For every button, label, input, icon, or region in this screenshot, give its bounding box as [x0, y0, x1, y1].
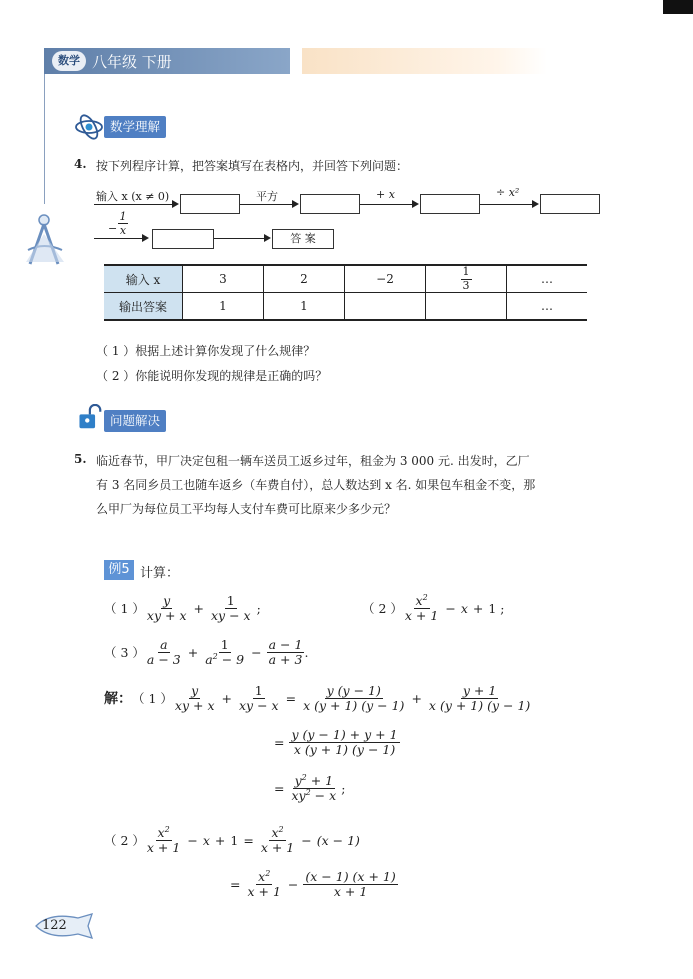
header-title: 八年级 下册	[92, 53, 172, 71]
solution-2-line-1: （ 2 ） $\frac{x^2}{x + 1}$ − x + 1 = $\frac{x^2}{x + 1}$ − (x − 1)	[104, 825, 360, 855]
flow-box-2	[300, 194, 360, 214]
unlock-icon	[74, 404, 104, 430]
solution-1-line-1: 解： （ 1 ） $\frac{y}{xy + x}$ + $\frac{1}{xy - x}$ = $\frac{y (y - 1)}{x (y + 1) (y - 1)}$ + $\frac{y + 1}{x (y + 1) (y - 1)}$	[104, 683, 531, 713]
problem-label: （ 3 ）	[104, 645, 145, 661]
q4-sub1: （ 1 ）根据上述计算你发现了什么规律？	[96, 344, 316, 358]
flow-arrowhead	[172, 200, 179, 208]
table-cell	[345, 293, 426, 321]
flow-answer-box: 答 案	[272, 229, 334, 249]
problem-label: （ 2 ）	[362, 601, 403, 617]
flow-box-5	[152, 229, 214, 249]
fraction-denominator: 3	[462, 278, 470, 292]
flow-step-square: 平方	[256, 190, 278, 203]
table-cell: 2	[264, 265, 345, 293]
problem-2: （ 2 ） $\frac{x^2}{x + 1}$ − x + 1 ;	[362, 593, 505, 623]
q5-line1: 临近春节，甲厂决定包租一辆车送员工返乡过年，租金为 3 000 元. 出发时，乙厂	[96, 454, 530, 468]
fraction: $\frac{y}{xy + x}$	[174, 683, 215, 713]
fraction: $\frac{x^2}{x + 1}$	[260, 825, 295, 855]
flow-box-3	[420, 194, 480, 214]
table-row	[104, 265, 587, 293]
flow-arrow	[360, 204, 412, 205]
problem-3: （ 3 ） $\frac{a}{a - 3}$ + $\frac{1}{a^2 - 9}$ − $\frac{a - 1}{a + 3}$ .	[104, 637, 309, 667]
q5-line3: 么甲厂为每位员工平均每人支付车费可比原来少多少元？	[96, 502, 397, 516]
q4-sub2: （ 2 ）你能说明你发现的规律是正确的吗？	[96, 369, 328, 383]
margin-line	[44, 74, 45, 204]
flow-arrowhead	[412, 200, 419, 208]
table-cell: …	[507, 265, 588, 293]
flow-step-den: x	[119, 224, 127, 237]
example-tag: 例5	[104, 560, 134, 580]
fraction: $\frac{y}{xy + x}$	[146, 593, 187, 623]
table-cell: 1	[183, 293, 264, 321]
fraction: $\frac{x^2}{x + 1}$	[146, 825, 181, 855]
fraction: $\frac{y (y - 1) + y + 1}{x (y + 1) (y - 1)}$	[291, 727, 398, 757]
fraction: $\frac{a - 1}{a + 3}$	[268, 637, 303, 667]
fraction: $\frac{y (y - 1)}{x (y + 1) (y - 1)}$	[303, 683, 405, 713]
flow-arrowhead	[532, 200, 539, 208]
table-cell: −2	[345, 265, 426, 293]
flow-arrow	[214, 238, 264, 239]
fraction-numerator: 1	[462, 265, 470, 279]
flow-step-num: 1	[119, 210, 127, 223]
table-cell-fraction	[426, 265, 507, 293]
running-header	[44, 48, 290, 74]
fraction: $\frac{(x - 1) (x + 1)}{x + 1}$	[305, 869, 396, 899]
flow-arrowhead	[292, 200, 299, 208]
solution-part-label: （ 1 ）	[132, 691, 173, 707]
solution-label: 解：	[104, 691, 132, 708]
section-tag-problem: 问题解决	[104, 410, 166, 432]
q5-line2: 有 3 名同乡员工也随车返乡（车费自付），总人数达到 x 名. 如果包车租金不变，那	[96, 478, 536, 492]
fraction: $\frac{x^2}{x + 1}$	[404, 593, 439, 623]
q5-number: 5.	[74, 452, 87, 466]
section-tag-understanding: 数学理解	[104, 116, 166, 138]
problem-1: （ 1 ） $\frac{y}{xy + x}$ + $\frac{1}{xy - x}$ ;	[104, 593, 261, 623]
header-decor-bar	[302, 48, 547, 74]
answer-table	[104, 264, 587, 321]
table-cell: 1	[264, 293, 345, 321]
q4-text: 按下列程序计算，把答案填写在表格内，并回答下列问题：	[96, 159, 409, 173]
table-cell: …	[507, 293, 588, 321]
fraction: $\frac{1}{xy - x}$	[210, 593, 251, 623]
q4-number: 4.	[74, 157, 87, 171]
flow-arrow	[240, 204, 292, 205]
fraction: $\frac{a}{a - 3}$	[146, 637, 181, 667]
fraction: $\frac{1}{a^2 - 9}$	[205, 637, 245, 667]
fraction: $\frac{1}{xy - x}$	[238, 683, 279, 713]
flow-step-plus-x: + x	[376, 188, 395, 201]
flow-arrow	[94, 204, 172, 205]
flow-arrowhead	[264, 234, 271, 242]
fraction: $\frac{x^2}{x + 1}$	[247, 869, 281, 899]
fraction: $\frac{y + 1}{x (y + 1) (y - 1)}$	[428, 683, 531, 713]
flow-step-divide: ÷ x²	[496, 186, 520, 199]
flow-box-1	[180, 194, 240, 214]
page-number: 122	[42, 918, 67, 933]
flow-arrow	[480, 204, 532, 205]
flow-arrowhead	[142, 234, 149, 242]
flow-arrow	[94, 238, 142, 239]
table-row	[104, 293, 587, 321]
solution-1-line-2: = $\frac{y (y - 1) + y + 1}{x (y + 1) (y - 1)}$	[274, 727, 398, 757]
solution-1-line-3: = $\frac{y^2 + 1}{xy^2 - x}$ ;	[274, 773, 346, 804]
table-cell	[426, 293, 507, 321]
example-intro: 计算：	[140, 566, 180, 581]
solution-2-line-2: = $\frac{x^2}{x + 1}$ − $\frac{(x - 1) (x + 1)}{x + 1}$	[230, 869, 396, 899]
flow-input-label: 输入 x (x ≠ 0)	[96, 190, 170, 203]
table-head-input: 输入 x	[104, 265, 183, 293]
compass-icon	[22, 212, 68, 268]
subject-badge: 数学	[52, 51, 86, 71]
atom-icon	[74, 114, 104, 140]
problem-label: （ 1 ）	[104, 601, 145, 617]
table-head-output: 输出答案	[104, 293, 183, 321]
fraction: $\frac{y^2 + 1}{xy^2 - x}$	[291, 773, 337, 804]
flow-box-4	[540, 194, 600, 214]
table-cell: 3	[183, 265, 264, 293]
page-corner-mark	[663, 0, 693, 14]
solution-part-label: （ 2 ）	[104, 833, 145, 849]
flow-step-minus-sign: −	[108, 222, 118, 235]
